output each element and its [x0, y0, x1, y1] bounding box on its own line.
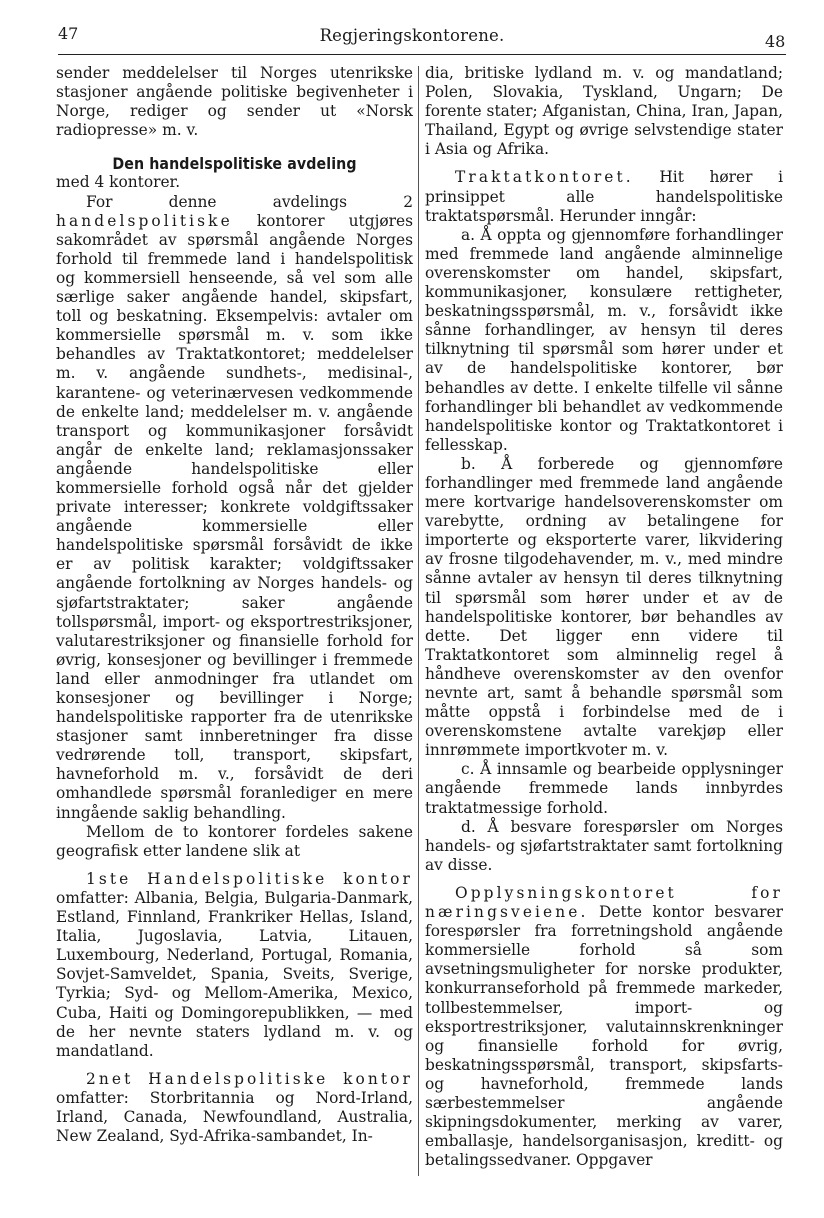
left-paragraph-4: [56, 870, 413, 1061]
page-header: [0, 22, 824, 56]
p5-spaced: 2net Handelspolitiske kontor: [86, 1069, 413, 1088]
item-b: b. Å forberede og gjennomføre forhandlinger med fremmede land angående mere kortvarige handelsoverenskomster om varebytte, ordning av betalingene for importerte og eksporterte varer, likvidering av frosne tilgodehavender, m. v., med mindre sånne avtaler av hensyn til deres tilknytning til spørsmål som hører under et av de handelspolitiske kontorer, bør behandles av dette. Det ligger enn videre til Traktatkontoret som alminnelig regel å håndheve overenskomster av den ovenfor nevnte art, samt å behandle spørsmål som måtte oppstå i forbindelse med de i overenskomstene avtalte varekjøp eller innrømmete importkvoter m. v.: [425, 454, 783, 760]
left-paragraph-3: Mellom de to kontorer fordeles sakene geografisk etter landene slik at: [56, 822, 413, 860]
p5-body: omfatter: Storbritannia og Nord-Irland, Irland, Canada, Newfoundland, Australia, New Zealand, Syd-Afrika-sambandet, In-: [56, 1088, 413, 1146]
section-subtitle: med 4 kontorer.: [56, 173, 181, 192]
p2r-spaced: Traktatkontoret.: [455, 168, 634, 187]
p3r-body: Dette kontor besvarer forespørsler fra forretningshold angående kommersielle forhold så som avsetningsmuligheter for norske produkter, konkurranseforhold på fremmede markeder, tollbestemmelser, import- og eksportrestriksjoner, valutainnskrenkninger og finansielle forhold for øvrig, beskatningsspørsmål, transport, skipsfarts- og havneforhold, fremmede lands særbestemmelser angående skipningsdokumenter, merking av varer, emballasje, handelsorganisasjon, kreditt- og betalingssedvaner. Oppgaver: [425, 903, 783, 1170]
left-column: [56, 64, 413, 1146]
left-paragraph-2: [56, 193, 413, 823]
right-paragraph-2: [425, 168, 783, 225]
right-paragraph-3: [425, 884, 783, 1170]
p4-spaced: 1ste Handelspolitiske kontor: [86, 869, 413, 888]
item-a: a. Å oppta og gjennomføre forhandlinger med fremmede land angående alminnelige overenskomster om handel, skipsfart, kommunikasjoner, konsulære rettigheter, beskatningsspørsmål, m. v., forsåvidt ikke sånne forhandlinger, av hensyn til deres tilknytning til spørsmål som hører under et av de handelspolitiske kontorer, bør behandles av dette. I enkelte tilfelle vil sånne forhandlinger bli behandlet av vedkommende handelspolitiske kontor og Traktatkontoret i fellesskap.: [425, 225, 783, 454]
section-title: Den handelspolitiske avdeling: [112, 154, 357, 174]
p2-body: kontorer utgjøres sakområdet av spørsmål angående Norges forhold til fremmede land i handelspolitisk og kommersiell henseende, så vel som alle særlige saker angående handel, skipsfart, toll og beskatning. Eksempelvis: avtaler om kommersielle spørsmål m. v. som ikke behandles av Traktatkontoret; meddelelser m. v. angående sundhets-, medisinal-, karantene- og veterinærvesen vedkommende de enkelte land; meddelelser m. v. angående transport og kommunikasjoner forsåvidt angår de enkelte land; reklamasjonssaker angående handelspolitiske eller kommersielle forhold også når det gjelder private interesser; konkrete voldgiftssaker angående kommersielle eller handelspolitiske spørsmål forsåvidt de ikke er av politisk karakter; voldgiftssaker angående fortolkning av Norges handels- og sjøfartstraktater; saker angående tollspørsmål, import- og eksportrestriksjoner, valutarestriksjoner og finansielle forhold for øvrig, konsesjoner og bevillinger i fremmede land eller anmodninger fra utlandet om konsesjoner og bevillinger i Norge; handelspolitiske rapporter fra de utenrikske stasjoner samt innberetninger fra disse vedrørende toll, transport, skipsfart, havneforhold m. v., forsåvidt de deri omhandlede spørsmål foranlediger en mere inngående saklig behandling.: [56, 211, 413, 822]
p2-spaced: handelspolitiske: [56, 211, 233, 230]
left-paragraph-5: [56, 1070, 413, 1146]
running-title: Regjeringskontorene.: [319, 26, 505, 45]
item-d: d. Å besvare forespørsler om Norges handels- og sjøfartstraktater samt fortolkning av disse.: [425, 817, 783, 874]
right-paragraph-1: dia, britiske lydland m. v. og mandatland; Polen, Slovakia, Tyskland, Ungarn; De forente stater; Afganistan, China, Iran, Japan, Thailand, Egypt og øvrige selvstendige stater i Asia og Afrika.: [425, 64, 783, 159]
p2r-body: Hit hører i prinsippet alle handelspolitiske traktatspørsmål. Herunder inngår:: [425, 168, 783, 225]
p3r-spaced: Opplysningskontoret for næringsveiene.: [425, 883, 783, 922]
right-column: [425, 64, 783, 1170]
item-c: c. Å innsamle og bearbeide opplysninger angående fremmede lands innbyrdes traktatmessige forhold.: [425, 760, 783, 817]
p2-lead: For denne avdelings 2: [86, 192, 413, 211]
page-number-right: 48: [765, 32, 786, 51]
left-paragraph-1: sender meddelelser til Norges utenrikske stasjoner angående politiske begivenheter i Norge, rediger og sender ut «Norsk radiopresse» m. v.: [56, 64, 413, 140]
column-divider: [418, 66, 419, 1176]
header-rule: [58, 54, 786, 55]
page-number-left: 47: [58, 24, 79, 43]
p4-body: omfatter: Albania, Belgia, Bulgaria-Danmark, Estland, Finnland, Frankriker Hellas, Island, Italia, Jugoslavia, Latvia, Litauen, Luxembourg, Nederland, Portugal, Romania, Sovjet-Samveldet, Spania, Sveits, Sverige, Tyrkia; Syd- og Mellom-Amerika, Mexico, Cuba, Haiti og Domingorepublikken, — med de her nevnte staters lydland m. v. og mandatland.: [56, 888, 413, 1060]
